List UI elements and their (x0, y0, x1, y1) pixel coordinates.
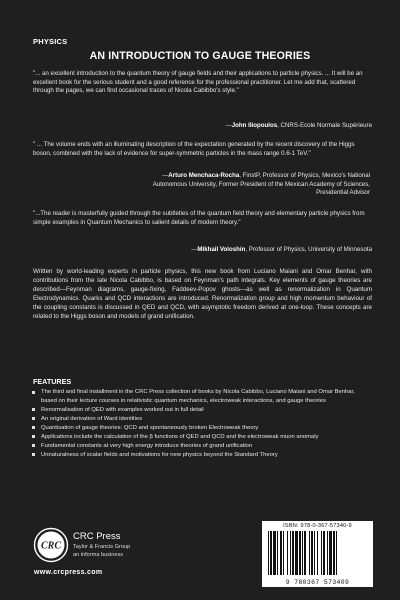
book-title: AN INTRODUCTION TO GAUGE THEORIES (89, 50, 311, 62)
bullet-icon (32, 426, 35, 429)
features-heading: FEATURES (33, 377, 72, 386)
feature-text: An original derivation of Ward identities (41, 415, 143, 422)
feature-item (31, 406, 372, 415)
bullet-icon (32, 408, 35, 411)
review-attribution-1: —John Iliopoulos, CNRS-Ecole Normale Supérieure (225, 122, 372, 129)
feature-text: Applications include the calculation of the β functions of QED and QCD and the electroweak muon anomaly (41, 433, 319, 440)
review-attribution-3: —Mikhail Voloshin, Professor of Physics, University of Minnesota (191, 246, 372, 253)
crc-logo-text: CRC (40, 540, 62, 552)
bullet-icon (32, 417, 35, 420)
publisher-website: www.crcpress.com (34, 569, 103, 576)
publisher-name: CRC Press (73, 531, 121, 542)
feature-text: Fundamental constants at very high energy introduce theories of grand unification (41, 442, 253, 449)
review-quote-1: "... an excellent introduction to the quantum theory of gauge fields and their applications to particle physics. ... It will be an excellent book for the serious student and a good reference for the professional practitioner. Let me add that, scattered through the pages, we can find occasional traces of Nicola Cabibbo's style." (33, 70, 363, 95)
review-quote-2: " ... The volume ends with an illuminating description of the expectation generated by the recent discovery of the Higgs boson, combined with the lack of evidence for super-symmetric particles in the mass range 0.6-1 TeV." (33, 141, 355, 157)
reviewer-affiliation-1: , CNRS-Ecole Normale Supérieure (277, 122, 372, 129)
feature-item (31, 433, 372, 442)
bullet-icon (32, 435, 35, 438)
feature-text: Renormalisation of QED with examples worked out in full detail (41, 406, 204, 413)
feature-text: Quantisation of gauge theories: QCD and spontaneously broken Electroweak theory (41, 424, 259, 431)
reviewer-name-1: John Iliopoulos (231, 122, 278, 129)
feature-item (31, 451, 372, 460)
review-quote-3: "...The reader is masterfully guided through the subtleties of the quantum field theory and elementary particle physics from simple examples in Quantum Mechanics to salient details of modern theory." (33, 210, 365, 226)
reviewer-name-3: Mikhail Voloshin (197, 246, 246, 253)
features-list (31, 388, 372, 460)
publisher-block (33, 527, 213, 587)
publisher-group: Taylor & Francis Group (73, 544, 131, 550)
bullet-icon (32, 391, 35, 394)
feature-text: Unnaturalness of scalar fields and motivations for new physics beyond the Standard Theory (41, 451, 278, 458)
feature-item (31, 424, 372, 433)
bullet-icon (32, 444, 35, 447)
publisher-business: an informa business (73, 552, 124, 558)
barcode-icon (266, 531, 369, 575)
book-description: Written by world-leading experts in particle physics, this new book from Luciano Maiani and Omar Benhar, with contributions from the late Nicola Cabibbo, is based on Feynman's path integrals. Key elements of gauge theories are described—Feynman diagrams, gauge-fixing, Faddeev-Popov ghosts—as well as renormalization in Quantum Electrodynamics. Quarks and QCD interactions are introduced. Renormalization group and high momentum behaviour of the coupling constants is discussed in QED and QCD, with asymptotic freedom derived at one-loop. These concepts are related to the Higgs boson and models of grand unification. (33, 268, 372, 320)
feature-item (31, 388, 372, 405)
reviewer-name-2: Arturo Menchaca-Rocha (168, 172, 240, 179)
bullet-icon (32, 453, 35, 456)
reviewer-affiliation-2: , FinstP, Professor of Physics, Mexico's National Autonomous University, Former President of the Mexican Academy of Sciences, Presidential Advisor (152, 172, 370, 197)
feature-text: The third and final installment in the CRC Press collection of books by Nicola Cabibbo, Luciano Maiani and Omar Benhar, based on their lecture courses in relativistic quantum mechanics, electroweak interactions, and gauge theories (41, 389, 355, 404)
feature-item (31, 415, 372, 424)
barcode-number: 9 780367 573409 (285, 579, 350, 586)
crc-press-logo-icon (33, 527, 69, 563)
reviewer-affiliation-3: , Professor of Physics, University of Minnesota (245, 246, 372, 253)
feature-item (31, 442, 372, 451)
isbn-text: ISBN: 978-0-367-57340-9 (283, 523, 352, 529)
category-label: PHYSICS (33, 37, 68, 46)
review-attribution-2: —Arturo Menchaca-Rocha, FinstP, Professor of Physics, Mexico's National Autonomous University, Former President of the Mexican Academy of Sciences, Presidential Advisor (152, 172, 370, 197)
isbn-barcode (262, 521, 373, 587)
